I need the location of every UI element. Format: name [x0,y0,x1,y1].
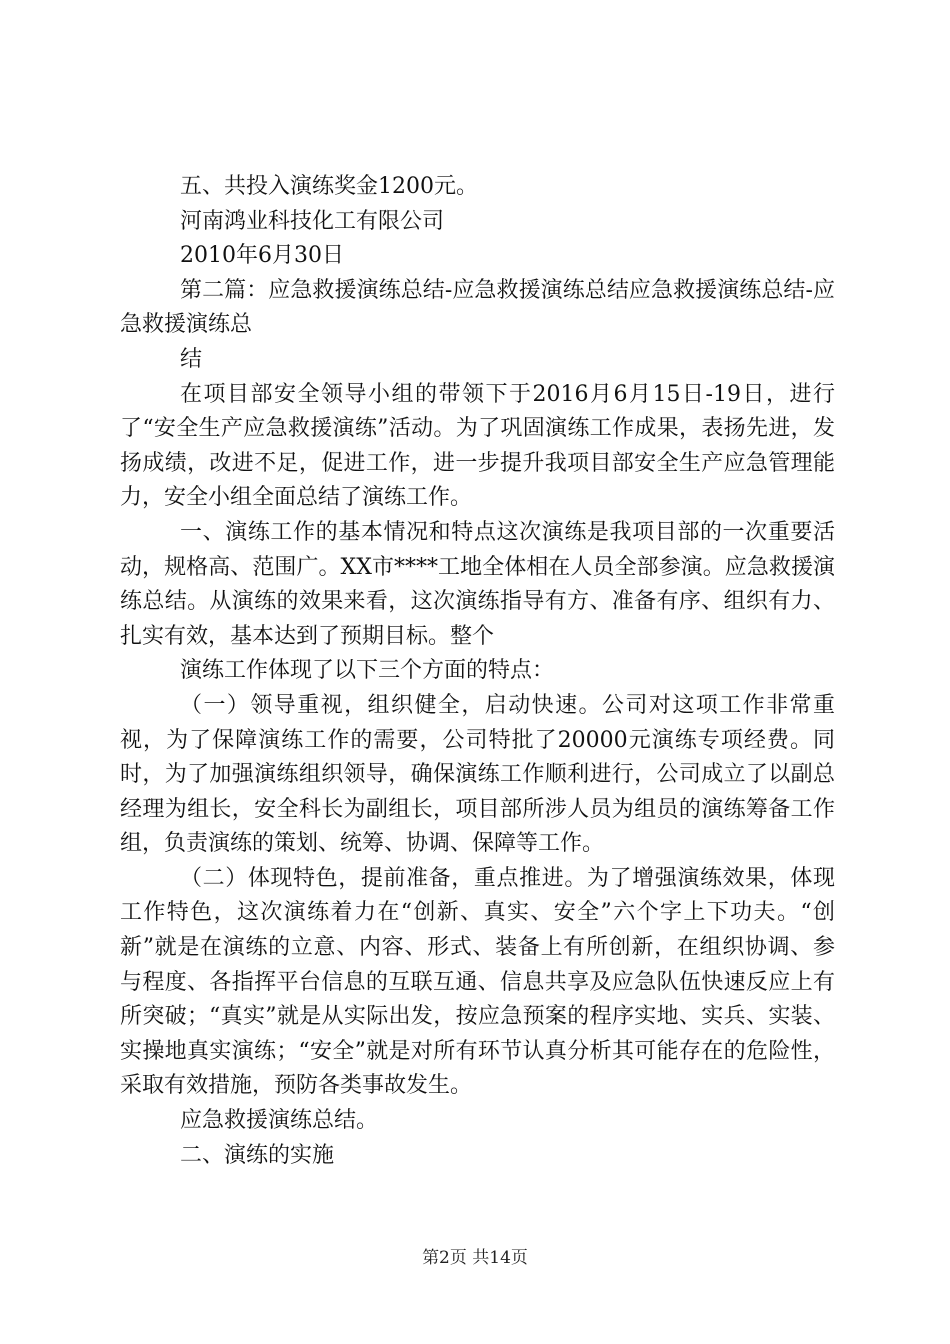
paragraph-feature-two: （二）体现特色，提前准备，重点推进。为了增强演练效果，体现工作特色，这次演练着力在“创新、真实、安全”六个字上下功夫。“创新”就是在演练的立意、内容、形式、装备上有所创新，在组织协调、参与程度、各指挥平台信息的互联互通、信息共享及应急队伍快速反应上有所突破；“真实”就是从实际出发，按应急预案的程序实地、实兵、实装、实操地真实演练；“安全”就是对所有环节认真分析其可能存在的危险性，采取有效措施，预防各类事故发生。 [120,865,835,1099]
paragraph-feature-one: （一）领导重视，组织健全，启动快速。公司对这项工作非常重视，为了保障演练工作的需要，公司特批了20000元演练专项经费。同时，为了加强演练组织领导，确保演练工作顺利进行，公司成立了以副总经理为组长，安全科长为副组长，项目部所涉人员为组员的演练筹备工作组，负责演练的策划、统筹、协调、保障等工作。 [120,692,835,857]
paragraph-section-title: 第二篇：应急救援演练总结-应急救援演练总结应急救援演练总结-应急救援演练总 [120,277,835,338]
paragraph-company-name: 河南鸿业科技化工有限公司 [180,208,445,234]
paragraph-implementation-heading: 二、演练的实施 [180,1142,335,1168]
paragraph-date: 2010年6月30日 [180,243,344,269]
paragraph-summary-note: 应急救援演练总结。 [180,1108,379,1134]
paragraph-prize-amount: 五、共投入演练奖金1200元。 [180,174,478,199]
paragraph-intro: 在项目部安全领导小组的带领下于2016月6月15日-19日，进行了“安全生产应急救援演练”活动。为了巩固演练工作成果，表扬先进，发扬成绩，改进不足，促进工作，进一步提升我项目部安全生产应急管理能力，安全小组全面总结了演练工作。 [120,381,835,511]
document-body [120,170,835,1173]
paragraph-three-features: 演练工作体现了以下三个方面的特点： [180,658,555,684]
paragraph-basic-situation: 一、演练工作的基本情况和特点这次演练是我项目部的一次重要活动，规格高、范围广。XX市****工地全体相在人员全部参演。应急救援演练总结。从演练的效果来看，这次演练指导有方、准备有序、组织有力、扎实有效，基本达到了预期目标。整个 [120,519,835,649]
paragraph-section-title-end: 结 [180,346,203,372]
page-footer: 第2页 共14页 [422,1248,528,1268]
